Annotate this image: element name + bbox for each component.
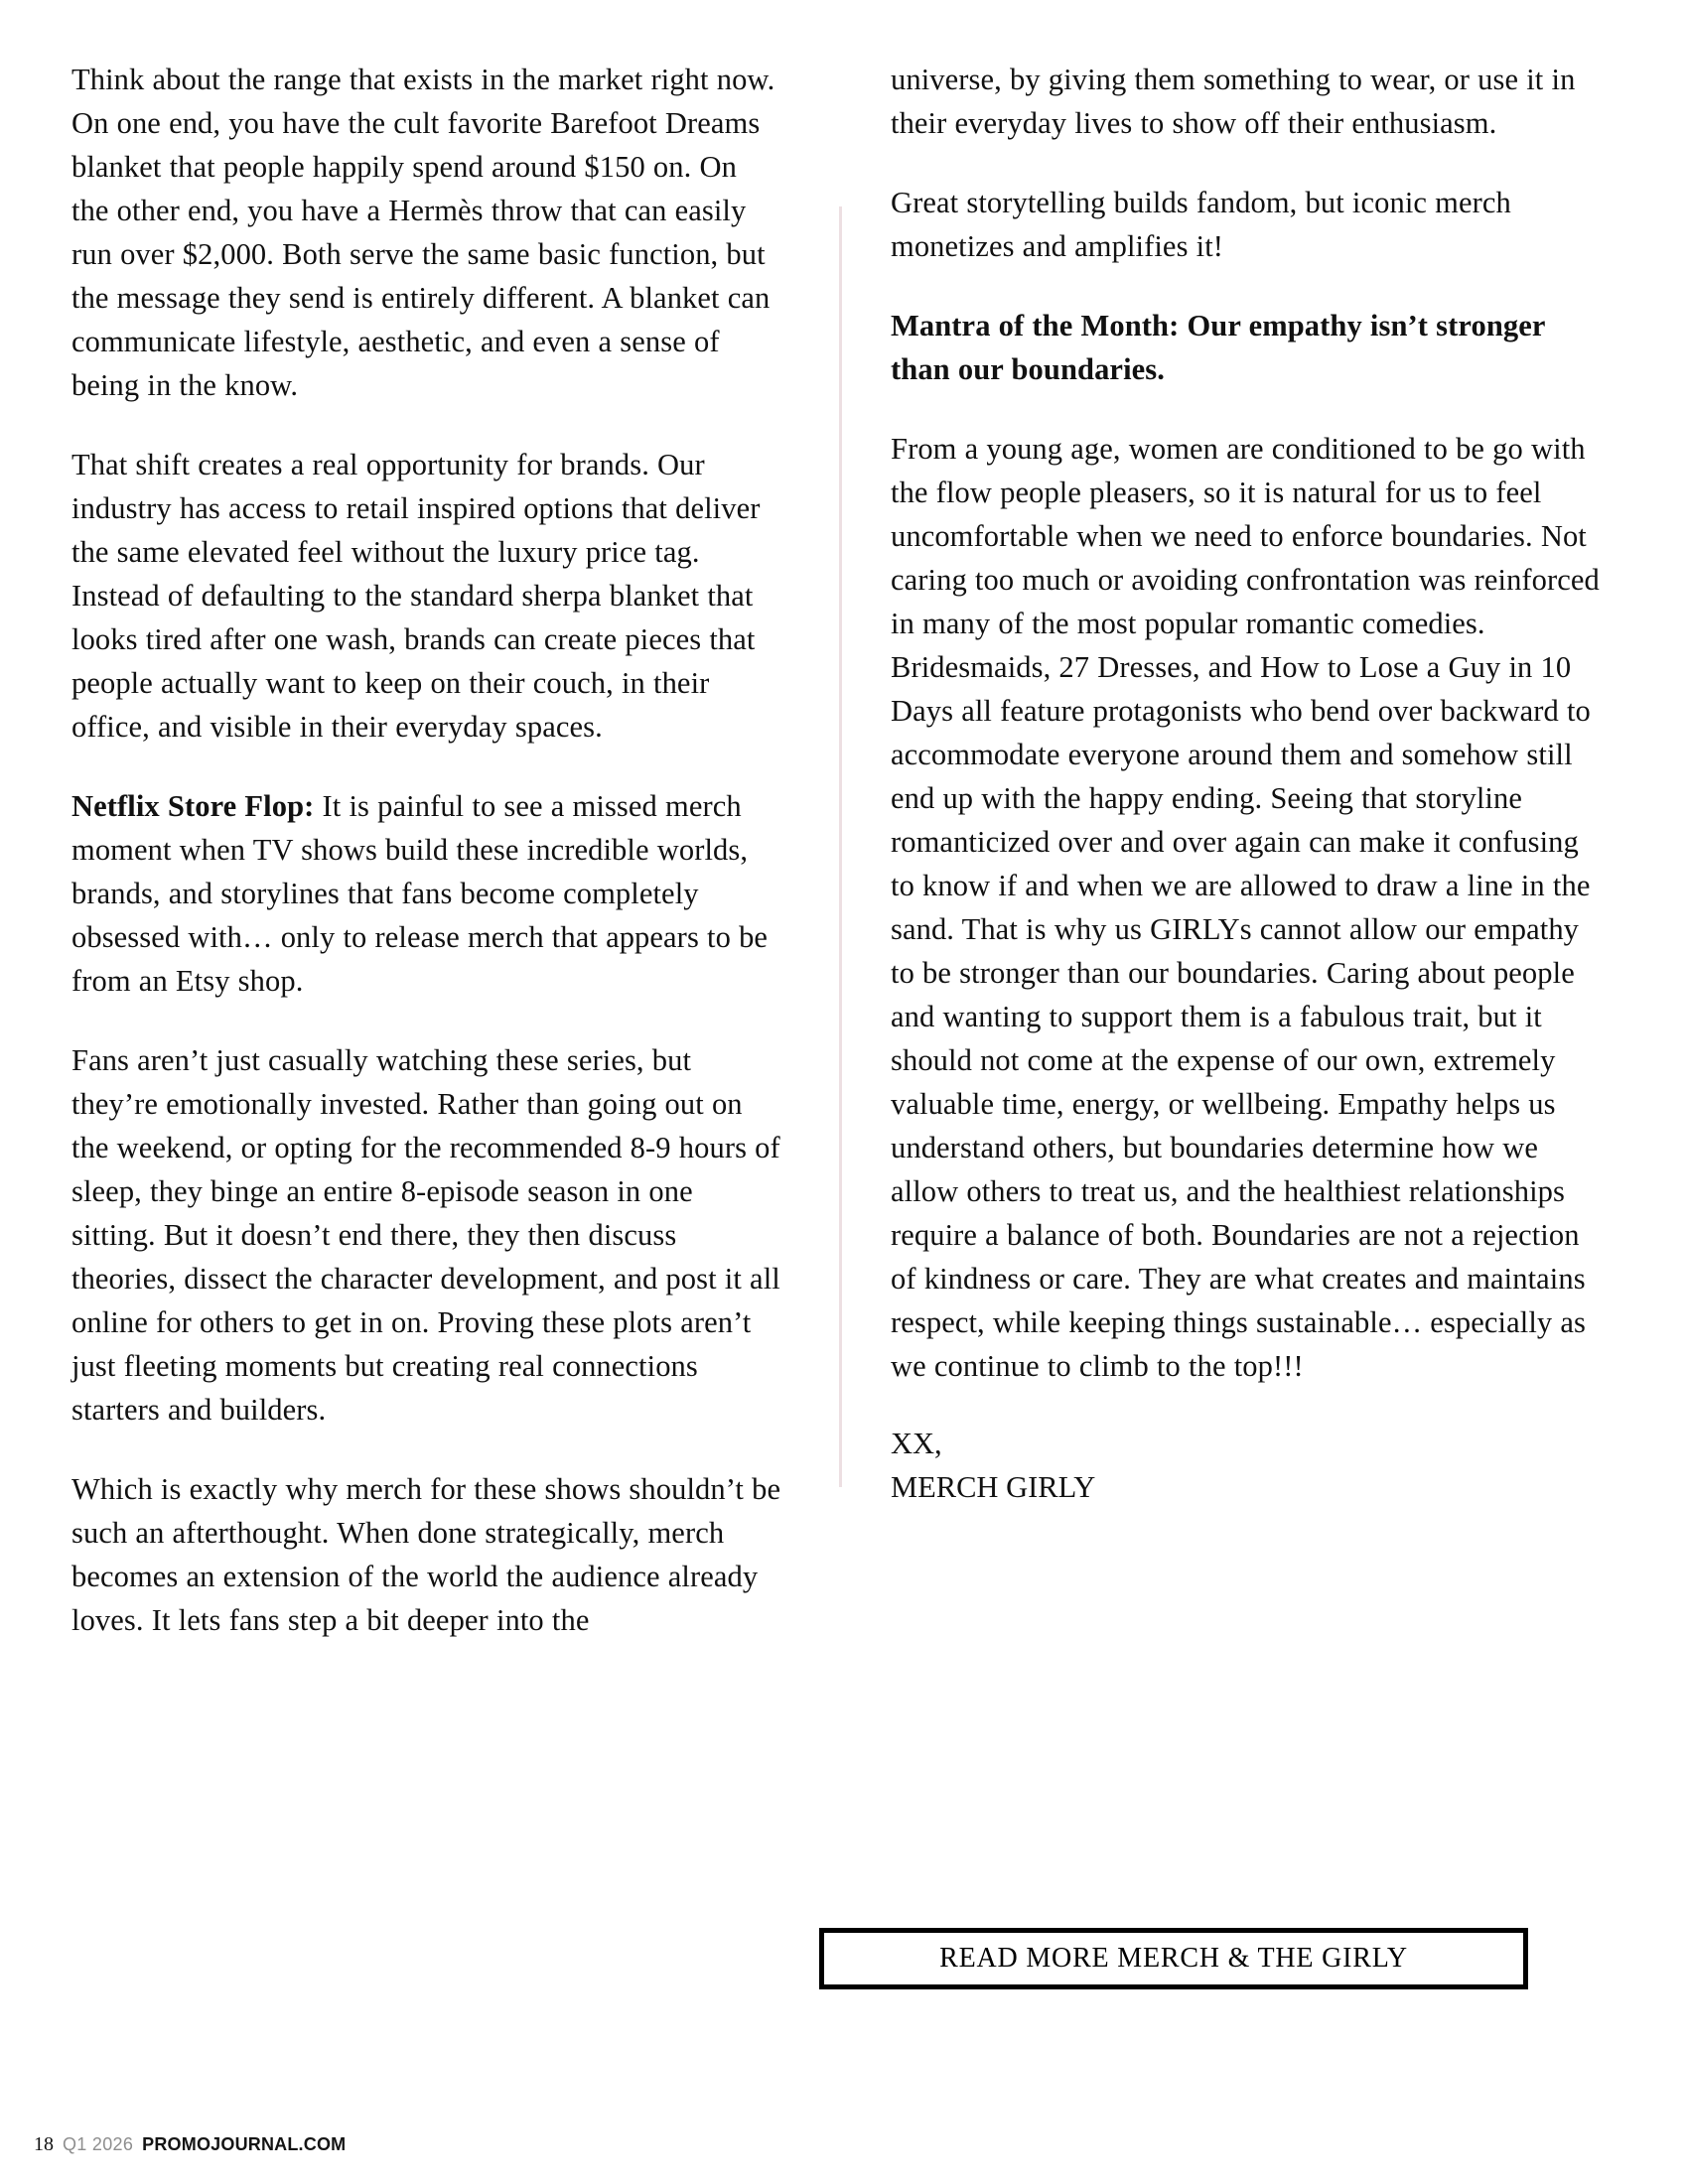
paragraph-storytelling xyxy=(891,181,1601,268)
signoff xyxy=(891,1422,1601,1509)
article-body xyxy=(71,58,1617,2033)
paragraph-universe xyxy=(891,58,1601,145)
paragraph-merch-afterthought xyxy=(71,1467,781,1642)
read-more-button[interactable]: READ MORE MERCH & THE GIRLY xyxy=(819,1928,1528,1989)
paragraph-fans xyxy=(71,1038,781,1432)
mantra-of-the-month-heading xyxy=(891,304,1601,391)
signoff-author: MERCH GIRLY xyxy=(891,1470,1096,1504)
paragraph-text: Think about the range that exists in the market right now. On one end, you have the cult favorite Barefoot Dreams blanket that people happily spend around $150 on. On the other end, you have a Hermès throw that can easily run over $2,000. Both serve the same basic function, but the message they send is entirely different. A blanket can communicate lifestyle, aesthetic, and even a sense of being in the know. xyxy=(71,63,775,402)
paragraph-text: Which is exactly why merch for these shows shouldn’t be such an afterthought. When done strategically, merch becomes an extension of the world the audience already loves. It lets fans step a bit deeper into the xyxy=(71,1472,781,1637)
paragraph-text: That shift creates a real opportunity for brands. Our industry has access to retail inspired options that deliver the same elevated feel without the luxury price tag. Instead of defaulting to the standard sherpa blanket that looks tired after one wash, brands can create pieces that people actually want to keep on their couch, in their office, and visible in their everyday spaces. xyxy=(71,448,761,744)
footer-page-number: 18 xyxy=(34,2133,54,2155)
paragraph-shift xyxy=(71,443,781,749)
left-column xyxy=(71,58,781,1642)
footer-issue: Q1 2026 xyxy=(63,2134,134,2154)
paragraph-range xyxy=(71,58,781,407)
column-divider xyxy=(839,206,842,1487)
page-footer xyxy=(34,2133,346,2156)
paragraph-lead-in: Netflix Store Flop: xyxy=(71,789,315,823)
paragraph-text: universe, by giving them something to wear, or use it in their everyday lives to show off their enthusiasm. xyxy=(891,63,1576,140)
paragraph-text: Fans aren’t just casually watching these series, but they’re emotionally invested. Rather than going out on the weekend, or opting for the recommended 8-9 hours of sleep, they binge an entire 8-episode season in one sitting. But it doesn’t end there, they then discuss theories, dissect the character development, and post it all online for others to get in on. Proving these plots aren’t just fleeting moments but creating real connections starters and builders. xyxy=(71,1043,780,1427)
paragraph-conditioned xyxy=(891,427,1601,1388)
paragraph-text: It is painful to see a missed merch moment when TV shows build these incredible worlds, brands, and storylines that fans become completely obsessed with… only to release merch that appears to be from an Etsy shop. xyxy=(71,789,769,998)
right-column xyxy=(891,58,1601,1509)
signoff-xx: XX, xyxy=(891,1427,942,1460)
cta-container xyxy=(819,1928,1528,1989)
footer-site: PROMOJOURNAL.COM xyxy=(142,2134,347,2154)
mantra-text: Mantra of the Month: Our empathy isn’t stronger than our boundaries. xyxy=(891,309,1545,386)
paragraph-netflix-store-flop xyxy=(71,784,781,1003)
paragraph-text: Great storytelling builds fandom, but iconic merch monetizes and amplifies it! xyxy=(891,186,1511,263)
paragraph-text: From a young age, women are conditioned to be go with the flow people pleasers, so it is natural for us to feel uncomfortable when we need to enforce boundaries. Not caring too much or avoiding confrontation was reinforced in many of the most popular romantic comedies. Bridesmaids, 27 Dresses, and How to Lose a Guy in 10 Days all feature protagonists who bend over backward to accommodate everyone around them and somehow still end up with the happy ending. Seeing that storyline romanticized over and over again can make it confusing to know if and when we are allowed to draw a line in the sand. That is why us GIRLYs cannot allow our empathy to be stronger than our boundaries. Caring about people and wanting to support them is a fabulous trait, but it should not come at the expense of our own, extremely valuable time, energy, or wellbeing. Empathy helps us understand others, but boundaries determine how we allow others to treat us, and the healthiest relationships require a balance of both. Boundaries are not a rejection of kindness or care. They are what creates and maintains respect, while keeping things sustainable… especially as we continue to climb to the top!!! xyxy=(891,432,1600,1383)
